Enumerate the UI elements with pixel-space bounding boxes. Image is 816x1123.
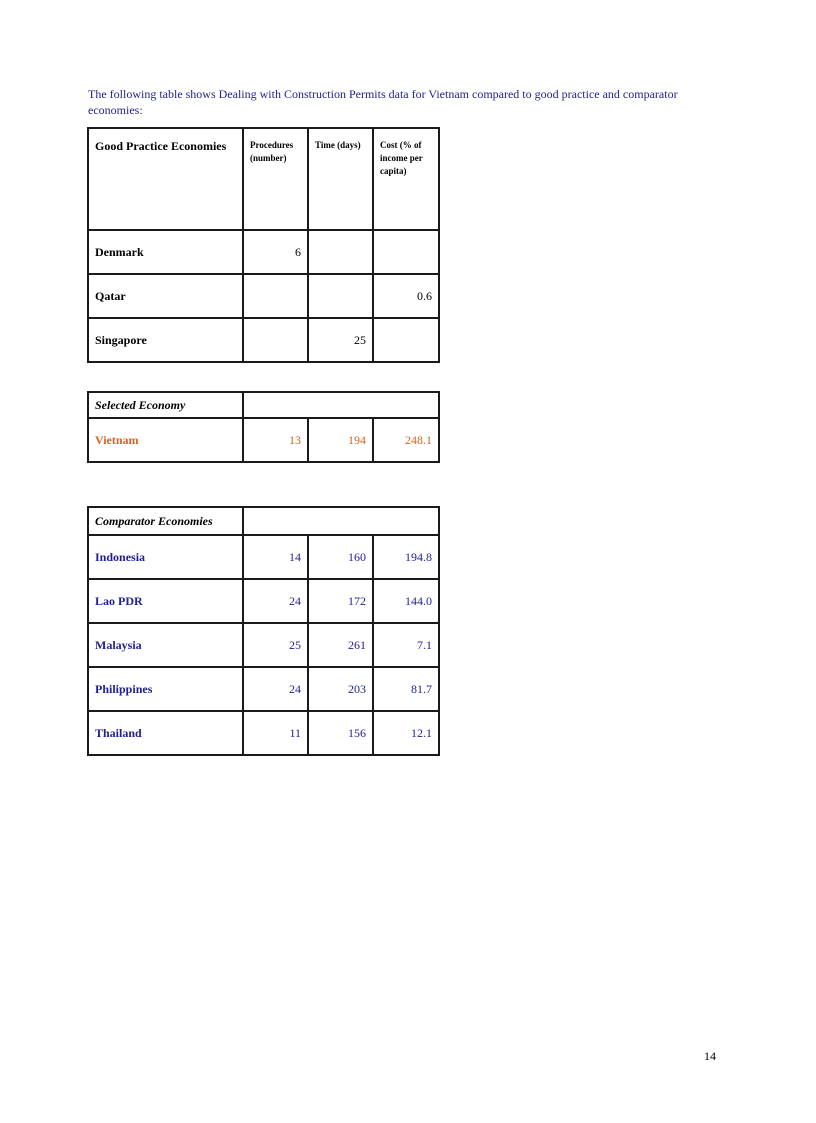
economy-name: Philippines [88, 667, 243, 711]
time-value: 156 [308, 711, 373, 755]
cost-value: 7.1 [373, 623, 439, 667]
caption-spacer [243, 507, 439, 535]
header-good-practice: Good Practice Economies [88, 128, 243, 230]
procedures-value: 6 [243, 230, 308, 274]
economy-name: Malaysia [88, 623, 243, 667]
table-row [88, 274, 439, 318]
table-row [88, 418, 439, 462]
procedures-value: 11 [243, 711, 308, 755]
time-value: 25 [308, 318, 373, 362]
table-row [88, 667, 439, 711]
cost-value: 0.6 [373, 274, 439, 318]
procedures-value [243, 274, 308, 318]
table-row [88, 711, 439, 755]
caption-spacer [243, 392, 439, 418]
table-header-row [88, 128, 439, 230]
economy-name: Thailand [88, 711, 243, 755]
cost-value: 248.1 [373, 418, 439, 462]
header-cost: Cost (% of income per capita) [373, 128, 439, 230]
cost-value: 12.1 [373, 711, 439, 755]
page-number: 14 [704, 1049, 716, 1063]
header-time: Time (days) [308, 128, 373, 230]
procedures-value [243, 318, 308, 362]
time-value: 203 [308, 667, 373, 711]
economy-name: Singapore [88, 318, 243, 362]
procedures-value: 24 [243, 579, 308, 623]
time-value: 172 [308, 579, 373, 623]
caption-row [88, 392, 439, 418]
selected-economy-table [87, 391, 440, 463]
selected-economy-caption: Selected Economy [88, 392, 243, 418]
economy-name: Vietnam [88, 418, 243, 462]
time-value: 160 [308, 535, 373, 579]
economy-name: Denmark [88, 230, 243, 274]
good-practice-table [87, 127, 440, 363]
table-row [88, 579, 439, 623]
time-value: 261 [308, 623, 373, 667]
cost-value [373, 318, 439, 362]
cost-value: 81.7 [373, 667, 439, 711]
table-row [88, 535, 439, 579]
table-row [88, 318, 439, 362]
procedures-value: 24 [243, 667, 308, 711]
comparator-economies-caption: Comparator Economies [88, 507, 243, 535]
caption-row [88, 507, 439, 535]
procedures-value: 25 [243, 623, 308, 667]
time-value [308, 230, 373, 274]
economy-name: Qatar [88, 274, 243, 318]
cost-value [373, 230, 439, 274]
cost-value: 194.8 [373, 535, 439, 579]
comparator-economies-table [87, 506, 440, 756]
intro-paragraph: The following table shows Dealing with Construction Permits data for Vietnam compared to good practice and comparator economies: [88, 87, 678, 117]
time-value: 194 [308, 418, 373, 462]
table-row [88, 230, 439, 274]
header-procedures: Procedures (number) [243, 128, 308, 230]
economy-name: Lao PDR [88, 579, 243, 623]
economy-name: Indonesia [88, 535, 243, 579]
table-row [88, 623, 439, 667]
cost-value: 144.0 [373, 579, 439, 623]
time-value [308, 274, 373, 318]
procedures-value: 13 [243, 418, 308, 462]
procedures-value: 14 [243, 535, 308, 579]
